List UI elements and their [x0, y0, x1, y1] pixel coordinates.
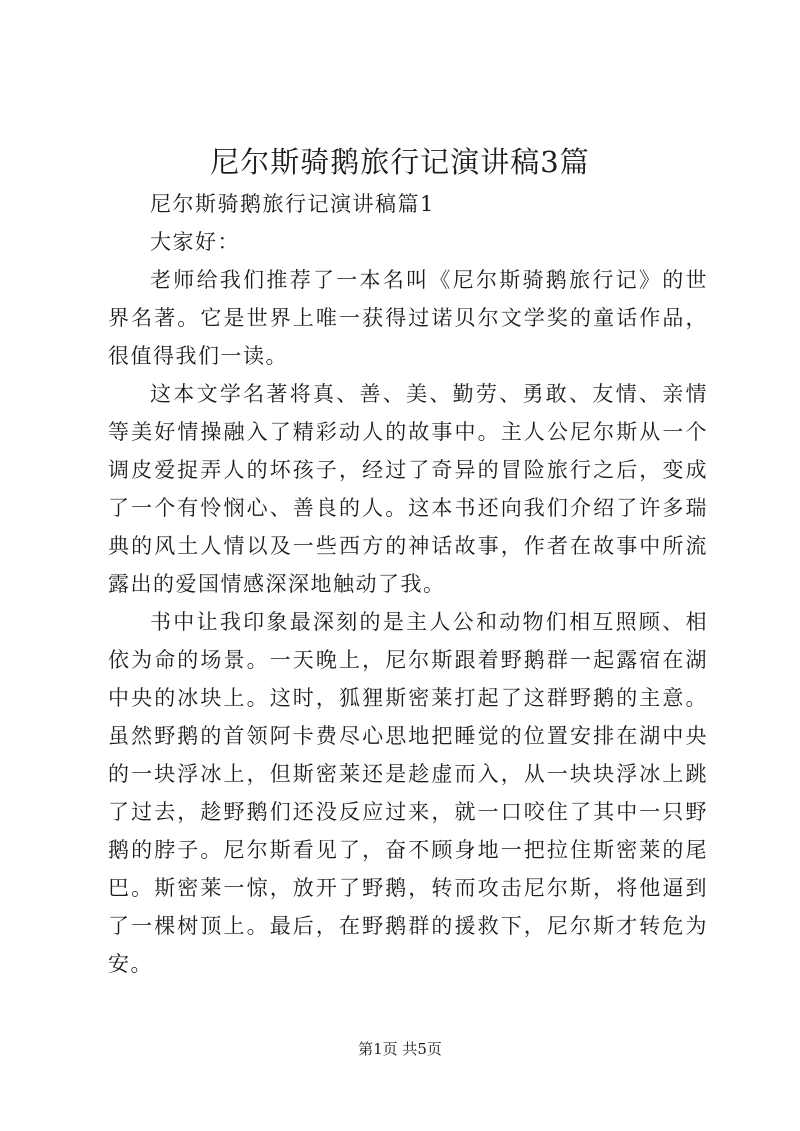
page-number: 第1页 共5页 [358, 1040, 442, 1058]
section-heading: 尼尔斯骑鹅旅行记演讲稿篇1 [150, 192, 435, 216]
body-paragraph: 这本文学名著将真、善、美、勤劳、勇敢、友情、亲情等美好情操融入了精彩动人的故事中。主人公尼尔斯从一个调皮爱捉弄人的坏孩子，经过了奇异的冒险旅行之后，变成了一个有怜悯心、善良的人。这本书还向我们介绍了许多瑞典的风土人情以及一些西方的神话故事，作者在故事中所流露出的爱国情感深深地触动了我。 [108, 382, 708, 596]
body-paragraph: 老师给我们推荐了一本名叫《尼尔斯骑鹅旅行记》的世界名著。它是世界上唯一获得过诺贝尔文学奖的童话作品，很值得我们一读。 [108, 268, 708, 368]
greeting-paragraph: 大家好： [150, 230, 240, 254]
document-title: 尼尔斯骑鹅旅行记演讲稿3篇 [210, 145, 590, 179]
document-body [108, 185, 708, 983]
page-footer [0, 1039, 800, 1059]
body-paragraph: 书中让我印象最深刻的是主人公和动物们相互照顾、相依为命的场景。一天晚上，尼尔斯跟着野鹅群一起露宿在湖中央的冰块上。这时，狐狸斯密莱打起了这群野鹅的主意。虽然野鹅的首领阿卡费尽心思地把睡觉的位置安排在湖中央的一块浮冰上，但斯密莱还是趁虚而入，从一块块浮冰上跳了过去，趁野鹅们还没反应过来，就一口咬住了其中一只野鹅的脖子。尼尔斯看见了，奋不顾身地一把拉住斯密莱的尾巴。斯密莱一惊，放开了野鹅，转而攻击尼尔斯，将他逼到了一棵树顶上。最后，在野鹅群的援救下，尼尔斯才转危为安。 [108, 610, 708, 976]
